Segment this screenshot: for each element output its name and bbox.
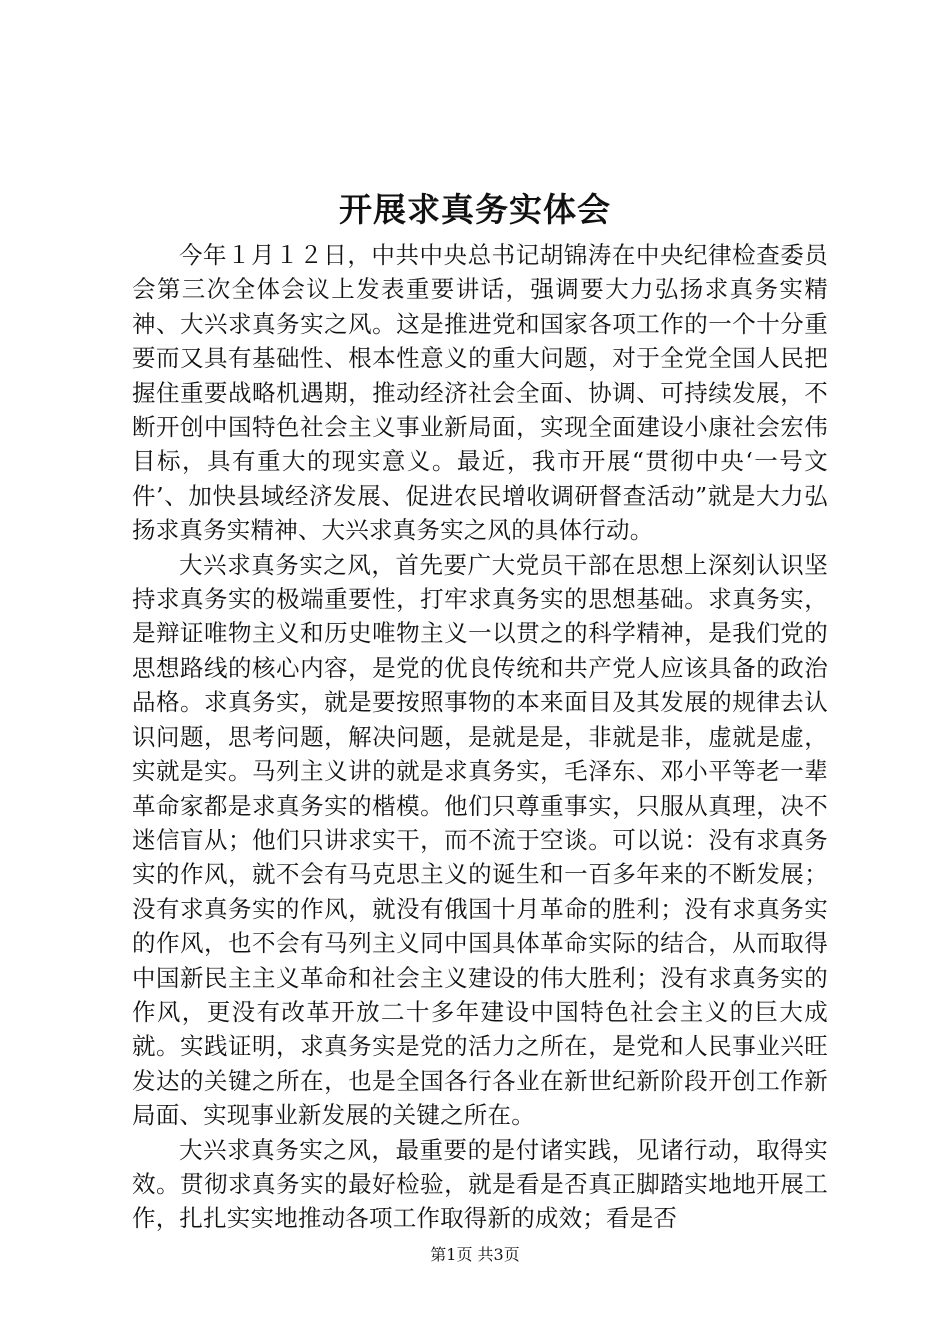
document-body [132,238,828,1236]
paragraph-1: 今年１月１２日，中共中央总书记胡锦涛在中央纪律检查委员会第三次全体会议上发表重要讲话，强调要大力弘扬求真务实精神、大兴求真务实之风。这是推进党和国家各项工作的一个十分重要而又具有基础性、根本性意义的重大问题，对于全党全国人民把握住重要战略机遇期，推动经济社会全面、协调、可持续发展，不断开创中国特色社会主义事业新局面，实现全面建设小康社会宏伟目标，具有重大的现实意义。最近，我市开展“贯彻中央‘一号文件’、加快县域经济发展、促进农民增收调研督查活动”就是大力弘扬求真务实精神、大兴求真务实之风的具体行动。 [132,241,828,545]
paragraph-2: 大兴求真务实之风，首先要广大党员干部在思想上深刻认识坚持求真务实的极端重要性，打牢求真务实的思想基础。求真务实，是辩证唯物主义和历史唯物主义一以贯之的科学精神，是我们党的思想路线的核心内容，是党的优良传统和共产党人应该具备的政治品格。求真务实，就是要按照事物的本来面目及其发展的规律去认识问题，思考问题，解决问题，是就是是，非就是非，虚就是虚，实就是实。马列主义讲的就是求真务实，毛泽东、邓小平等老一辈革命家都是求真务实的楷模。他们只尊重事实，只服从真理，决不迷信盲从；他们只讲求实干，而不流于空谈。可以说：没有求真务实的作风，就不会有马克思主义的诞生和一百多年来的不断发展；没有求真务实的作风，就没有俄国十月革命的胜利；没有求真务实的作风，也不会有马列主义同中国具体革命实际的结合，从而取得中国新民主主义革命和社会主义建设的伟大胜利；没有求真务实的作风，更没有改革开放二十多年建设中国特色社会主义的巨大成就。实践证明，求真务实是党的活力之所在，是党和人民事业兴旺发达的关键之所在，也是全国各行各业在新世纪新阶段开创工作新局面、实现事业新发展的关键之所在。 [132,550,828,1130]
page-footer: 第1页 共3页 [430,1245,520,1264]
document-title: 开展求真务实体会 [339,190,611,229]
paragraph-3: 大兴求真务实之风，最重要的是付诸实践，见诸行动，取得实效。贯彻求真务实的最好检验，就是看是否真正脚踏实地地开展工作，扎扎实实地推动各项工作取得新的成效；看是否 [132,1135,828,1233]
